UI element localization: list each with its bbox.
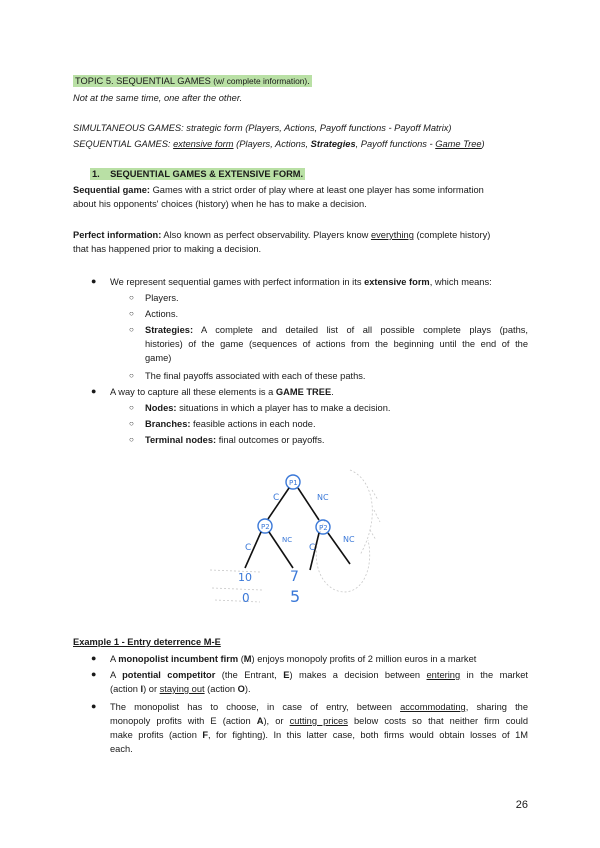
ex-b3-l3b: , for fighting). In this latter case, both firms would obtain losses of 1M: [208, 729, 528, 740]
seq-mid2: , Payoff functions -: [355, 139, 436, 149]
title-suffix: (w/ complete information): [210, 76, 308, 86]
left-left-label: C: [245, 543, 252, 553]
sub-actions: Actions.: [145, 309, 179, 319]
ex-b3-l2c: below costs so that neither firm could: [347, 715, 528, 726]
title-period: .: [307, 76, 310, 86]
terminal-text: final outcomes or payoffs.: [216, 435, 325, 445]
ex-b1-m: M: [243, 654, 252, 664]
ex-b1-c: ) enjoys monopoly profits of 2 million euros in a market: [251, 654, 477, 664]
perfect-line1a: Also known as perfect observability. Players know: [161, 230, 371, 240]
root-left-label: C: [273, 493, 280, 503]
ex-b3-l3a: make profits (action: [110, 729, 203, 740]
topic-title: [73, 75, 312, 89]
strat-line2: histories) of the game (sequences of actions from the beginning until the end of the: [145, 338, 528, 349]
ex-b2-bold: potential competitor: [122, 670, 216, 680]
ex-b2-i: I: [140, 683, 144, 694]
example1-bullet3: [110, 701, 528, 757]
sequential-line: [73, 138, 485, 152]
payoff-2-top: 7: [290, 569, 299, 585]
branch: [298, 488, 319, 520]
game-tree-sketch: [200, 460, 400, 610]
bullet2-end: .: [331, 387, 334, 397]
right-left-label: C: [309, 543, 316, 553]
ex-b3-l2b: ), or: [263, 715, 290, 726]
seq-form: extensive form: [173, 139, 234, 149]
ex-b2-entering: entering: [426, 670, 461, 680]
payoff-2-bottom: 5: [290, 587, 301, 606]
perfect-everything: everything: [370, 230, 414, 240]
circle-bullet: ○: [129, 419, 134, 428]
ex-b3-a-act: A: [256, 715, 264, 726]
bullet-dot: ●: [91, 386, 97, 396]
section1-number: 1.: [92, 169, 100, 179]
seq-game-line2: about his opponents' choices (history) when he has to make a decision.: [73, 198, 367, 209]
bullet2-bold: GAME TREE: [275, 387, 332, 397]
page-number: 26: [515, 799, 528, 811]
bullet-dot: ●: [91, 701, 97, 711]
seq-end: ): [481, 139, 485, 149]
ex-b2-a: A: [110, 670, 123, 680]
seq-strategies: Strategies: [310, 139, 356, 149]
circle-bullet: ○: [129, 403, 134, 412]
seq-prefix: SEQUENTIAL GAMES:: [73, 139, 174, 149]
circle-bullet: ○: [129, 293, 134, 302]
ex-b2-l2d: ).: [244, 683, 251, 694]
ex-b1-a: A: [110, 654, 119, 664]
ex-b2-e: E: [283, 670, 290, 680]
right-right-label: NC: [343, 535, 355, 544]
bullet-dot: ●: [91, 669, 97, 679]
ex-b2-l2b: ) or: [143, 683, 160, 694]
example1-heading: Example 1 - Entry deterrence M-E: [73, 637, 221, 647]
sub-payoffs: The final payoffs associated with each of these paths.: [145, 371, 366, 381]
sub-nodes: [145, 402, 390, 416]
perfect-line2: that has happened prior to making a decision.: [73, 243, 262, 254]
ex-b3-cutting: cutting prices: [289, 715, 348, 726]
root-label: P1: [289, 479, 298, 487]
left-right-label: NC: [282, 536, 293, 544]
sequential-game-definition: [73, 184, 528, 212]
ex-b2-l2a: (action: [110, 683, 141, 694]
ex-b2-b: (the Entrant,: [215, 670, 284, 680]
ex-b3-l2a: monopoly profits with E (action: [110, 715, 257, 726]
ex-b2-c: ) makes a decision between: [289, 670, 427, 680]
section1-heading: [90, 168, 305, 182]
title-main: TOPIC 5. SEQUENTIAL GAMES: [75, 76, 211, 86]
ex-b3-l1b: , sharing the: [465, 702, 529, 712]
right-node-label: P2: [319, 524, 328, 532]
ex-b2-d: in the market: [460, 670, 528, 680]
payoff-1-bottom: 0: [242, 591, 250, 605]
circle-bullet: ○: [129, 309, 134, 318]
ex-b1-b: (: [238, 654, 244, 664]
perfect-label: Perfect information:: [73, 230, 162, 240]
ex-b3-l1a: The monopolist has to choose, in case of entry, between: [110, 702, 401, 712]
bullet-dot: ●: [91, 653, 97, 663]
circle-bullet: ○: [129, 325, 134, 334]
strat-label: Strategies:: [145, 325, 194, 335]
perfect-information-definition: [73, 229, 528, 257]
bullet1-a: We represent sequential games with perfect information in its: [110, 277, 365, 287]
branches-text: feasible actions in each node.: [190, 419, 316, 429]
sub-players: Players.: [145, 293, 179, 303]
branches-label: Branches:: [145, 419, 191, 429]
ex-b3-accommodating: accommodating: [400, 702, 466, 712]
strat-line1: A complete and detailed list of all possible complete plays (paths,: [193, 325, 528, 335]
circle-bullet: ○: [129, 435, 134, 444]
payoffs: [238, 569, 300, 606]
bullet1-text: [110, 276, 492, 290]
left-node-label: P2: [261, 523, 270, 531]
seq-tree: Game Tree: [435, 139, 482, 149]
ex-b3-f-act: F: [202, 729, 209, 740]
simultaneous-line: SIMULTANEOUS GAMES: strategic form (Players, Actions, Payoff functions - Payoff Matrix): [73, 123, 452, 133]
strat-line3: game): [145, 352, 172, 363]
bullet2-text: [110, 386, 334, 400]
bullet2-a: A way to capture all these elements is a: [110, 387, 276, 397]
section1-title: SEQUENTIAL GAMES & EXTENSIVE FORM.: [110, 169, 304, 179]
ex-b2-l2c: (action: [204, 683, 238, 694]
sub-branches: [145, 418, 316, 432]
seq-game-line1: Games with a strict order of play where at least one player has some information: [149, 185, 484, 195]
ex-b2-staying: staying out: [159, 683, 205, 694]
seq-game-label: Sequential game:: [73, 185, 150, 195]
sub-strategies: [145, 324, 528, 366]
ex-b2-o: O: [237, 683, 245, 694]
root-right-label: NC: [317, 493, 329, 502]
nodes-label: Nodes:: [145, 403, 177, 413]
nodes-text: situations in which a player has to make a decision.: [176, 403, 391, 413]
ex-b3-l4: each.: [110, 743, 133, 754]
ex-b1-bold: monopolist incumbent firm: [118, 654, 239, 664]
perfect-line1b: (complete history): [413, 230, 491, 240]
bullet-dot: ●: [91, 276, 97, 286]
bullet1-bold: extensive form: [364, 277, 430, 287]
example1-bullet1: [110, 653, 476, 667]
bullet1-b: , which means:: [429, 277, 492, 287]
payoff-1-top: 10: [238, 571, 252, 584]
terminal-label: Terminal nodes:: [145, 435, 217, 445]
example1-bullet2: [110, 669, 528, 697]
circle-bullet: ○: [129, 371, 134, 380]
sub-terminal: [145, 434, 324, 448]
subtitle: Not at the same time, one after the other.: [73, 93, 243, 103]
seq-mid: (Players, Actions,: [233, 139, 311, 149]
